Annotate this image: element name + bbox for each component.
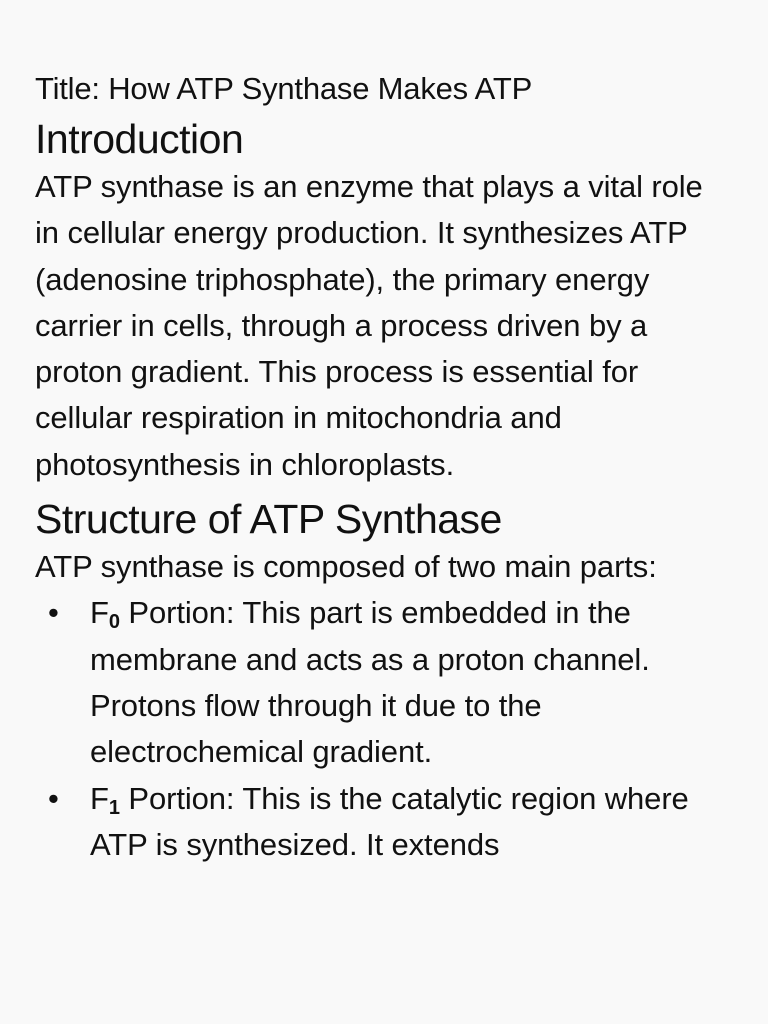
f1-term-base: F bbox=[90, 780, 109, 816]
bullet-icon: • bbox=[48, 595, 59, 631]
f1-term-suffix: Portion bbox=[119, 780, 226, 816]
f0-term-suffix: Portion bbox=[119, 595, 226, 631]
f0-term-subscript: 0 bbox=[108, 611, 120, 634]
structure-heading: Structure of ATP Synthase bbox=[35, 496, 502, 543]
f0-portion-description: This part is embedded in the membrane and acts as a proton channel. Protons flow through it due to the electrochemical gradient. bbox=[90, 595, 650, 770]
list-item-f0-portion bbox=[48, 590, 734, 775]
bullet-icon: • bbox=[48, 780, 59, 816]
structure-parts-list bbox=[35, 590, 734, 868]
f1-portion-term bbox=[90, 780, 226, 819]
structure-intro-paragraph: ATP synthase is composed of two main parts: bbox=[35, 549, 657, 585]
f0-term-base: F bbox=[90, 595, 109, 631]
introduction-paragraph: ATP synthase is an enzyme that plays a vital role in cellular energy production. It synthesizes ATP (adenosine triphosphate), the primary energy carrier in cells, through a process driven by a proton gradient. This process is essential for cellular respiration in mitochondria and photosynthesis in chloroplasts. bbox=[35, 169, 703, 482]
introduction-heading: Introduction bbox=[35, 116, 244, 162]
document-title: Title: How ATP Synthase Makes ATP bbox=[35, 71, 533, 106]
f1-separator: : bbox=[225, 780, 235, 816]
f0-portion-term bbox=[90, 595, 226, 634]
f1-portion-description: This is the catalytic region where ATP is synthesized. It extends bbox=[90, 780, 689, 862]
f1-term-subscript: 1 bbox=[108, 796, 120, 819]
list-item-f1-portion bbox=[48, 776, 734, 869]
f0-separator: : bbox=[225, 595, 235, 631]
